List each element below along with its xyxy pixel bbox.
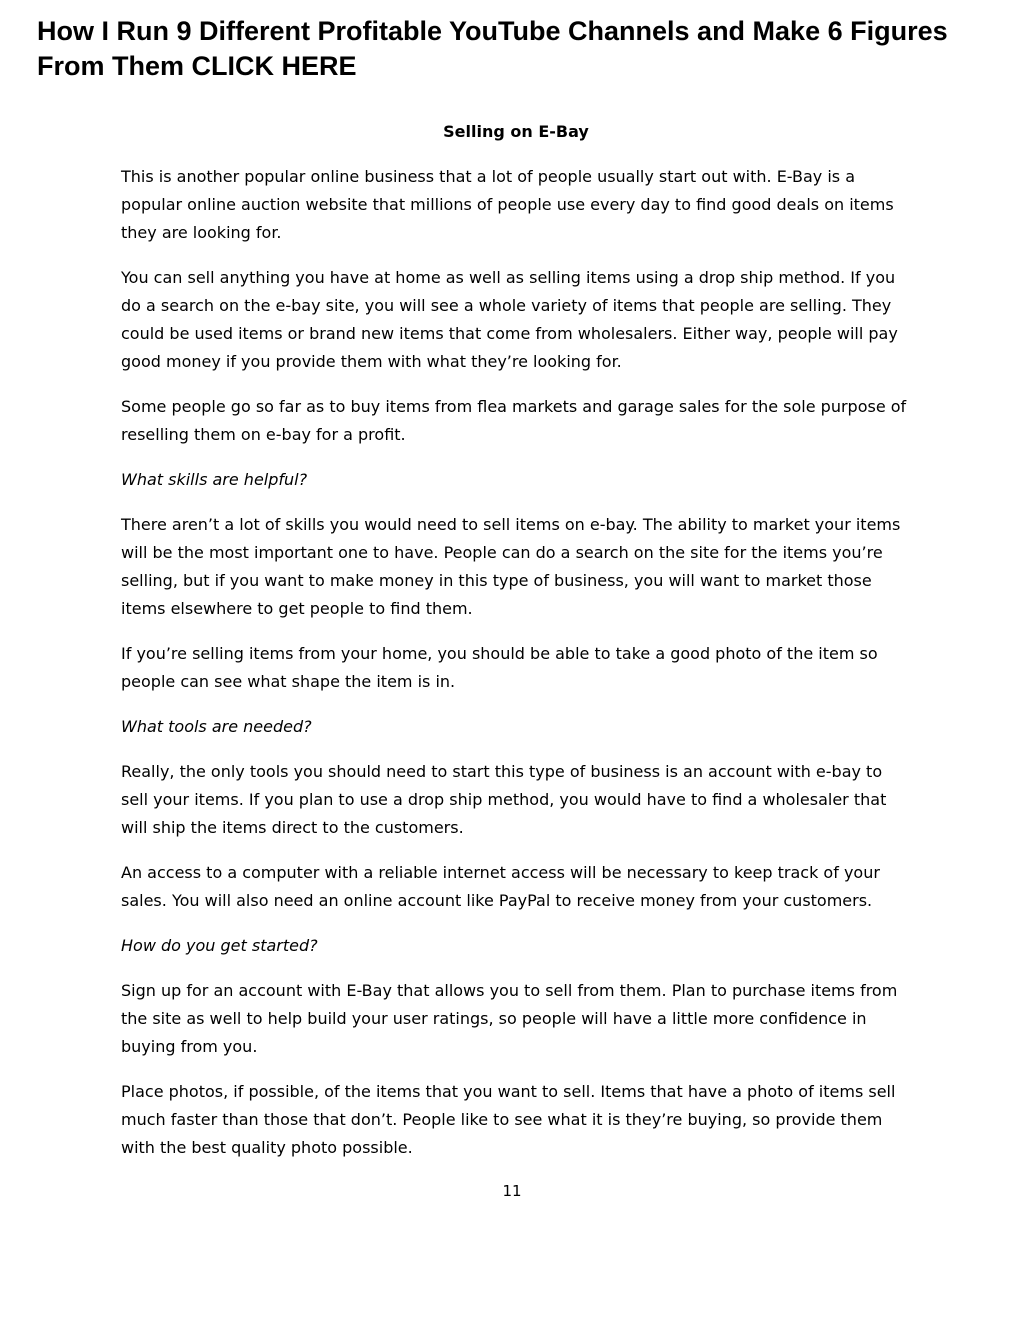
- click-here-banner-link[interactable]: How I Run 9 Different Profitable YouTube Channels and Make 6 Figures From Them CLICK HERE: [37, 16, 948, 81]
- page-number: 11: [502, 1182, 522, 1200]
- section-title: Selling on E-Bay: [443, 122, 589, 141]
- paragraph-computer-access: An access to a computer with a reliable internet access will be necessary to keep track of your sales. You will also need an online account like PayPal to receive money from your customers.: [121, 863, 880, 910]
- subheading-get-started: How do you get started?: [121, 936, 318, 955]
- paragraph-flea-markets: Some people go so far as to buy items from flea markets and garage sales for the sole purpose of reselling them on e-bay for a profit.: [121, 397, 907, 444]
- subheading-skills: What skills are helpful?: [121, 470, 308, 489]
- paragraph-photo: If you’re selling items from your home, you should be able to take a good photo of the item so people can see what shape the item is in.: [121, 644, 878, 691]
- paragraph-sell-anything: You can sell anything you have at home as well as selling items using a drop ship method. If you do a search on the e-bay site, you will see a whole variety of items that people are selling. They could be used items or brand new items that come from wholesalers. Either way, people will pay good money if you provide them with what they’re looking for.: [121, 268, 898, 371]
- paragraph-place-photos: Place photos, if possible, of the items that you want to sell. Items that have a photo of items sell much faster than those that don’t. People like to see what it is they’re buying, so provide them with the best quality photo possible.: [121, 1082, 896, 1157]
- paragraph-sign-up: Sign up for an account with E-Bay that allows you to sell from them. Plan to purchase items from the site as well to help build your user ratings, so people will have a little more confidence in buying from you.: [121, 981, 898, 1056]
- paragraph-skills: There aren’t a lot of skills you would need to sell items on e-bay. The ability to market your items will be the most important one to have. People can do a search on the site for the items you’re selling, but if you want to make money in this type of business, you will want to market those items elsewhere to get people to find them.: [121, 515, 901, 618]
- document-body: [121, 118, 911, 1179]
- paragraph-tools: Really, the only tools you should need to start this type of business is an account with e-bay to sell your items. If you plan to use a drop ship method, you would have to find a wholesaler that will ship the items direct to the customers.: [121, 762, 887, 837]
- paragraph-intro: This is another popular online business that a lot of people usually start out with. E-Bay is a popular online auction website that millions of people use every day to find good deals on items they are looking for.: [121, 167, 894, 242]
- subheading-tools: What tools are needed?: [121, 717, 312, 736]
